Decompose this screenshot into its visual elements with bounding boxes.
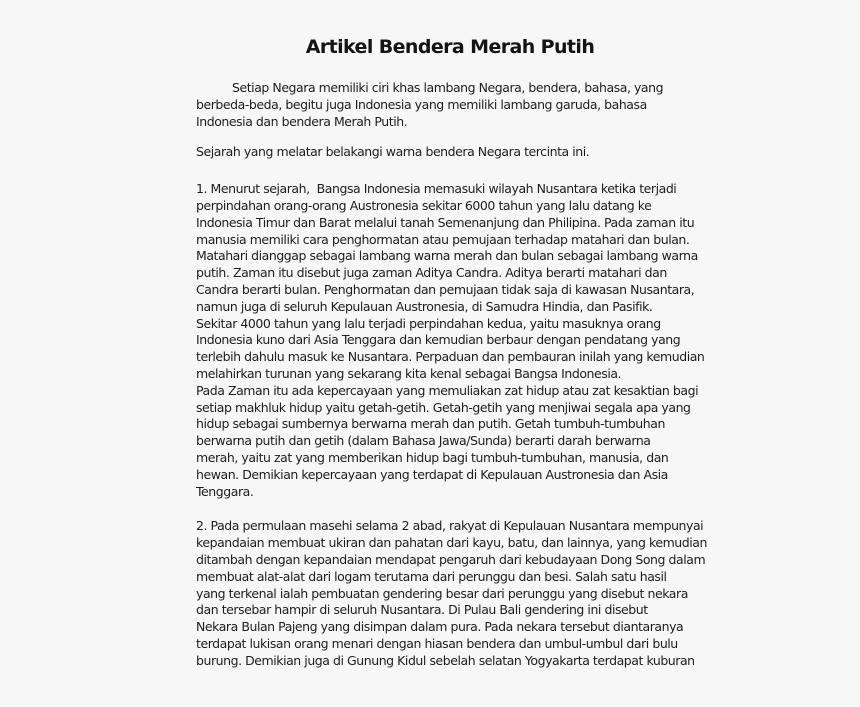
text-line: Matahari dianggap sebagai lambang warna merah dan bulan sebagai lambang warna (196, 248, 698, 264)
text-line: merah, yaitu zat yang memberikan hidup bagi tumbuh-tumbuhan, manusia, dan (196, 449, 669, 465)
paragraph-point-2 (196, 518, 707, 669)
text-line: 2. Pada permulaan masehi selama 2 abad, rakyat di Kepulauan Nusantara mempunyai (196, 518, 704, 534)
text-line: terdapat lukisan orang menari dengan hiasan bendera dan umbul-umbul dari bulu (196, 635, 678, 651)
text-line: Sejarah yang melatar belakangi warna bendera Negara tercinta ini. (196, 144, 590, 160)
paragraph-subtitle (196, 144, 696, 161)
text-line: yang terkenal ialah pembuatan gendering besar dari perunggu yang disebut nekara (196, 585, 688, 601)
text-line: melahirkan turunan yang sekarang kita kenal sebagai Bangsa Indonesia. (196, 365, 622, 381)
text-line: namun juga di seluruh Kepulauan Austronesia, di Samudra Hindia, dan Pasifik. (196, 298, 653, 314)
text-line: terlebih dahulu masuk ke Nusantara. Perpaduan dan pembauran inilah yang kemudian (196, 349, 705, 365)
text-line: kepandaian membuat ukiran dan pahatan dari kayu, batu, dan lainnya, yang kemudian (196, 535, 707, 551)
text-line: berbeda-beda, begitu juga Indonesia yang memiliki lambang garuda, bahasa (196, 96, 647, 112)
text-line: putih. Zaman itu disebut juga zaman Aditya Candra. Aditya berarti matahari dan (196, 265, 667, 281)
text-line: Candra berarti bulan. Penghormatan dan pemujaan tidak saja di kawasan Nusantara, (196, 281, 695, 297)
text-line: dan tersebar hampir di seluruh Nusantara. Di Pulau Bali gendering ini disebut (196, 602, 648, 618)
text-line: 1. Menurut sejarah, Bangsa Indonesia memasuki wilayah Nusantara ketika terjadi (196, 181, 677, 197)
text-line: hidup sebagai sumbernya berwarna merah dan putih. Getah tumbuh-tumbuhan (196, 416, 665, 432)
text-line: Setiap Negara memiliki ciri khas lambang Negara, bendera, bahasa, yang (232, 80, 664, 95)
text-line: ditambah dengan kepandaian mendapat pengaruh dari kebudayaan Dong Song dalam (196, 551, 706, 567)
text-line: Indonesia kuno dari Asia Tenggara dan kemudian berbaur dengan pendatang yang (196, 332, 681, 348)
text-line: Sekitar 4000 tahun yang lalu terjadi perpindahan kedua, yaitu masuknya orang (196, 315, 661, 331)
text-line: membuat alat-alat dari logam terutama dari perunggu dan besi. Salah satu hasil (196, 568, 667, 584)
text-line: setiap makhluk hidup yaitu getah-getih. Getah-getih yang menjiwai segala apa yang (196, 399, 691, 415)
text-line: burung. Demikian juga di Gunung Kidul sebelah selatan Yogyakarta terdapat kuburan (196, 652, 695, 668)
text-line: Tenggara. (196, 483, 254, 499)
paragraph-point-1 (196, 181, 705, 500)
text-line: Indonesia Timur dan Barat melalui tanah Semenanjung dan Philipina. Pada zaman itu (196, 214, 695, 230)
text-line: Indonesia dan bendera Merah Putih. (196, 113, 408, 129)
text-line: perpindahan orang-orang Austronesia sekitar 6000 tahun yang lalu datang ke (196, 197, 652, 213)
text-line: Nekara Bulan Pajeng yang disimpan dalam pura. Pada nekara tersebut diantaranya (196, 619, 684, 635)
text-line: manusia memiliki cara penghormatan atau pemujaan terhadap matahari dan bulan. (196, 231, 690, 247)
document-body (196, 80, 707, 670)
paragraph-intro (196, 80, 696, 130)
text-line: Pada Zaman itu ada kepercayaan yang memuliakan zat hidup atau zat kesaktian bagi (196, 382, 699, 398)
text-line: berwarna putih dan getih (dalam Bahasa Jawa/Sunda) berarti darah berwarna (196, 433, 651, 449)
page-title: Artikel Bendera Merah Putih (305, 36, 595, 58)
text-line: hewan. Demikian kepercayaan yang terdapat di Kepulauan Austronesia dan Asia (196, 466, 668, 482)
